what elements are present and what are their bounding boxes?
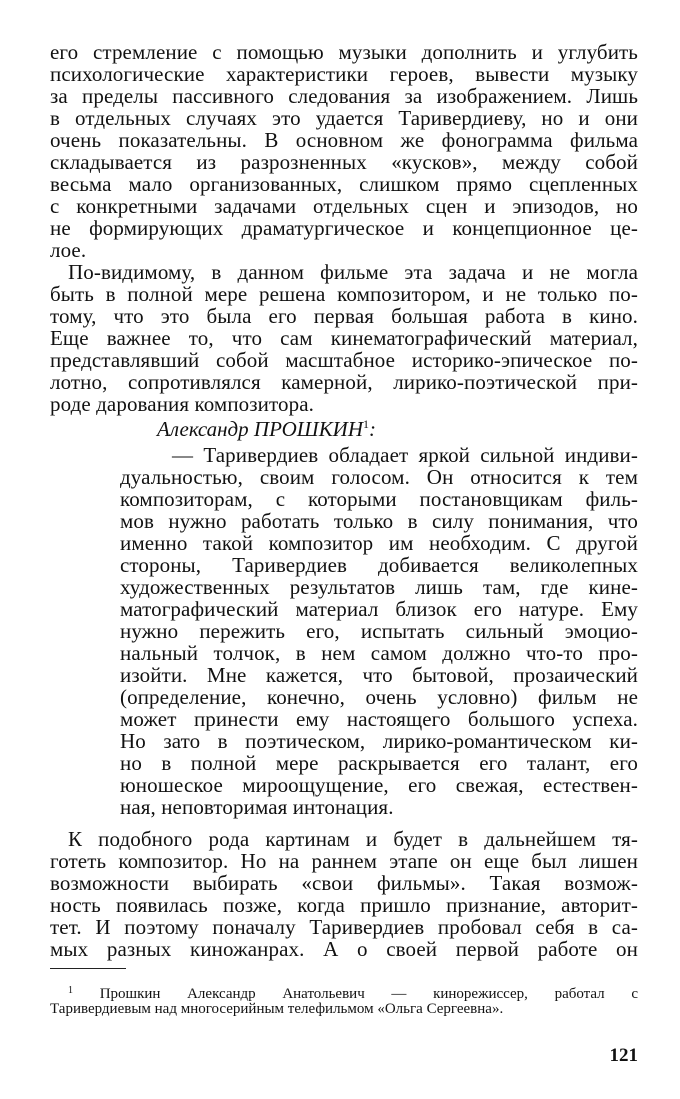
quote-line: (определение, конечно, очень условно) фильм не	[120, 685, 638, 709]
text-line: мых разных киножанрах. А о своей первой работе он	[50, 937, 638, 961]
quote-line: композиторам, с которыми постановщикам филь-	[120, 487, 638, 511]
footnote-separator	[50, 968, 126, 969]
text-line: складывается из разрозненных «кусков», между собой	[50, 150, 638, 174]
text-line: роде дарования композитора.	[50, 392, 314, 416]
text-line: тому, что это была его первая большая работа в кино.	[50, 304, 638, 328]
text-line: возможности выбирать «свои фильмы». Такая возмож-	[50, 871, 638, 895]
quote-line: мов нужно работать только в силу понимания, что	[120, 509, 638, 533]
page-number: 121	[609, 1045, 638, 1066]
text-line: ность появилась позже, когда пришло признание, авторит-	[50, 893, 638, 917]
quote-line: но в полной мере раскрывается его талант, его	[120, 751, 638, 775]
footnote-text: Прошкин Александр Анатольевич — кинорежиссер, работал с	[99, 986, 639, 1002]
text-line: К подобного рода картинам и будет в дальнейшем тя-	[68, 827, 638, 851]
speaker-name: Александр ПРОШКИН	[157, 417, 363, 441]
quote-line: Но зато в поэтическом, лирико-романтическом ки-	[120, 729, 638, 753]
quote-line: художественных результатов лишь там, где кине-	[120, 575, 638, 599]
text-line: не формирующих драматургическое и концепционное це-	[50, 216, 638, 240]
text-line: весьма мало организованных, слишком прямо сцепленных	[50, 172, 638, 196]
quote-line: может принести ему настоящего большого успеха.	[120, 707, 638, 731]
quote-line: изойти. Мне кажется, что бытовой, прозаический	[120, 663, 638, 687]
text-line: в отдельных случаях это удается Таривердиеву, но и они	[50, 106, 638, 130]
heading-colon: :	[368, 417, 376, 441]
text-line: По-видимому, в данном фильме эта задача и не могла	[68, 260, 638, 284]
quote-line: именно такой композитор им необходим. С другой	[120, 531, 638, 555]
quote-line: юношеское мироощущение, его свежая, естествен-	[120, 773, 638, 797]
quote-line: дуальностью, своим голосом. Он относится к тем	[120, 465, 638, 489]
footnote-reference[interactable]: 1	[362, 417, 369, 431]
text-line: психологические характеристики героев, вывести музыку	[50, 62, 638, 86]
text-line: Еще важнее то, что сам кинематографический материал,	[50, 326, 638, 350]
text-line: лое.	[50, 238, 87, 262]
text-line: за пределы пассивного следования за изображением. Лишь	[50, 84, 638, 108]
text-line: очень показательны. В основном же фонограмма фильма	[50, 128, 638, 152]
quote-line: матографический материал близок его натуре. Ему	[120, 597, 638, 621]
text-line: лотно, сопротивлялся камерной, лирико-поэтической при-	[50, 370, 638, 394]
quote-line: ная, неповторимая интонация.	[120, 795, 394, 819]
footnote-mark: 1	[68, 985, 73, 996]
quote-line: стороны, Таривердиев добивается великолепных	[120, 553, 638, 577]
text-line: представлявший собой масштабное историко-эпическое по-	[50, 348, 638, 372]
text-line: быть в полной мере решена композитором, и не только по-	[50, 282, 638, 306]
quote-line: нужно пережить его, испытать сильный эмоцио-	[120, 619, 638, 643]
quote-line: — Таривердиев обладает яркой сильной индиви-	[172, 443, 638, 467]
footnote-line: Таривердиевым над многосерийным телефильмом «Ольга Сергеевна».	[50, 1001, 504, 1017]
text-line: готеть композитор. Но на раннем этапе он еще был лишен	[50, 849, 638, 873]
footnote-line	[68, 981, 638, 1000]
quote-line: нальный толчок, в нем самом должно что-то про-	[120, 641, 638, 665]
text-line: с конкретными задачами отдельных сцен и эпизодов, но	[50, 194, 638, 218]
quote-speaker-heading	[157, 412, 376, 441]
text-line: тет. И поэтому поначалу Таривердиев пробовал себя в са-	[50, 915, 638, 939]
text-line: его стремление с помощью музыки дополнить и углубить	[50, 40, 638, 64]
